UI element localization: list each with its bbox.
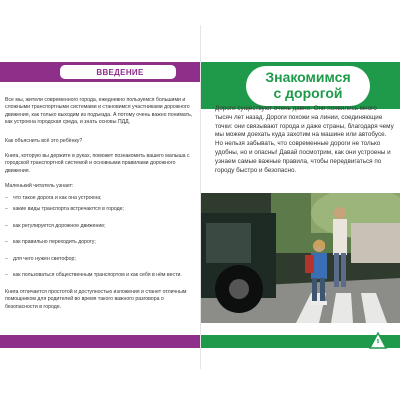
- children-crossing-street-photo: [201, 193, 400, 323]
- list-item: – какие виды транспорта встречаются в городе;: [5, 206, 124, 213]
- dash-icon: –: [5, 195, 8, 201]
- intro-text: Все мы, жители современного города, ежедневно пользуемся большими и сложными транспортными системами и становимся участниками дорожного движения, как только выходим из подъезда. А потому очень важно понимать, как устроена городская среда, и знать основы ПДД.: [5, 97, 193, 126]
- list-item: – как правильно переходить дорогу;: [5, 239, 96, 246]
- page-title: [246, 69, 370, 101]
- list-item: – для чего нужен светофор;: [5, 255, 76, 262]
- left-page: [0, 25, 200, 369]
- list-item: – как регулируется дорожное движение;: [5, 222, 106, 229]
- dash-icon: –: [5, 239, 8, 246]
- left-footer-band: [0, 335, 200, 348]
- dash-icon: –: [5, 272, 8, 279]
- list-item: – как пользоваться общественным транспортом и как себя в нём вести.: [5, 272, 182, 279]
- dash-icon: –: [5, 206, 8, 213]
- intro-paragraph-right: [215, 105, 395, 175]
- book-paragraph: [5, 153, 195, 175]
- dash-icon: –: [5, 255, 8, 262]
- closing-text: Книга отличается простотой и доступностью изложения и станет отличным помощником для родителей во время такого важного разговора о безопасности в городе.: [5, 289, 187, 310]
- right-page: [200, 25, 400, 369]
- book-spread: [0, 25, 400, 369]
- intro-paragraph: [5, 97, 195, 127]
- road-dash-pattern: [205, 340, 365, 343]
- closing-paragraph: [5, 289, 195, 311]
- book-text: Книга, которую вы держите в руках, поможет познакомить вашего малыша с городской транспортной системой и основными правилами дорожного движения.: [5, 153, 190, 174]
- bullet-list: [5, 195, 195, 281]
- reader-intro: Маленький читатель узнает:: [5, 183, 74, 189]
- paragraph-text: Дороги существуют очень давно. Они появились много тысяч лет назад. Дороги похожи на линии, соединяющие точки: они связывают города и даже страны, благодаря чему мы можем доехать куда захотим на машине или автобусе. Но нельзя забывать, что современные дороги не только удобны, но и опасны! Давай посмотрим, как они устроены и узнаем самые важные правила, чтобы передвигаться по городу быстро и безопасно.: [215, 105, 394, 174]
- title-line-2: с дорогой: [273, 85, 343, 101]
- road-dash-pattern: [4, 340, 196, 343]
- list-item: – что такое дорога и как она устроена;: [5, 195, 102, 201]
- section-tab-label: ВВЕДЕНИЕ: [96, 68, 144, 77]
- dash-icon: –: [5, 222, 8, 229]
- title-line-1: Знакомимся: [265, 69, 351, 85]
- question-line: Как объяснить всё это ребёнку?: [5, 138, 83, 144]
- page-number: 5: [376, 339, 380, 345]
